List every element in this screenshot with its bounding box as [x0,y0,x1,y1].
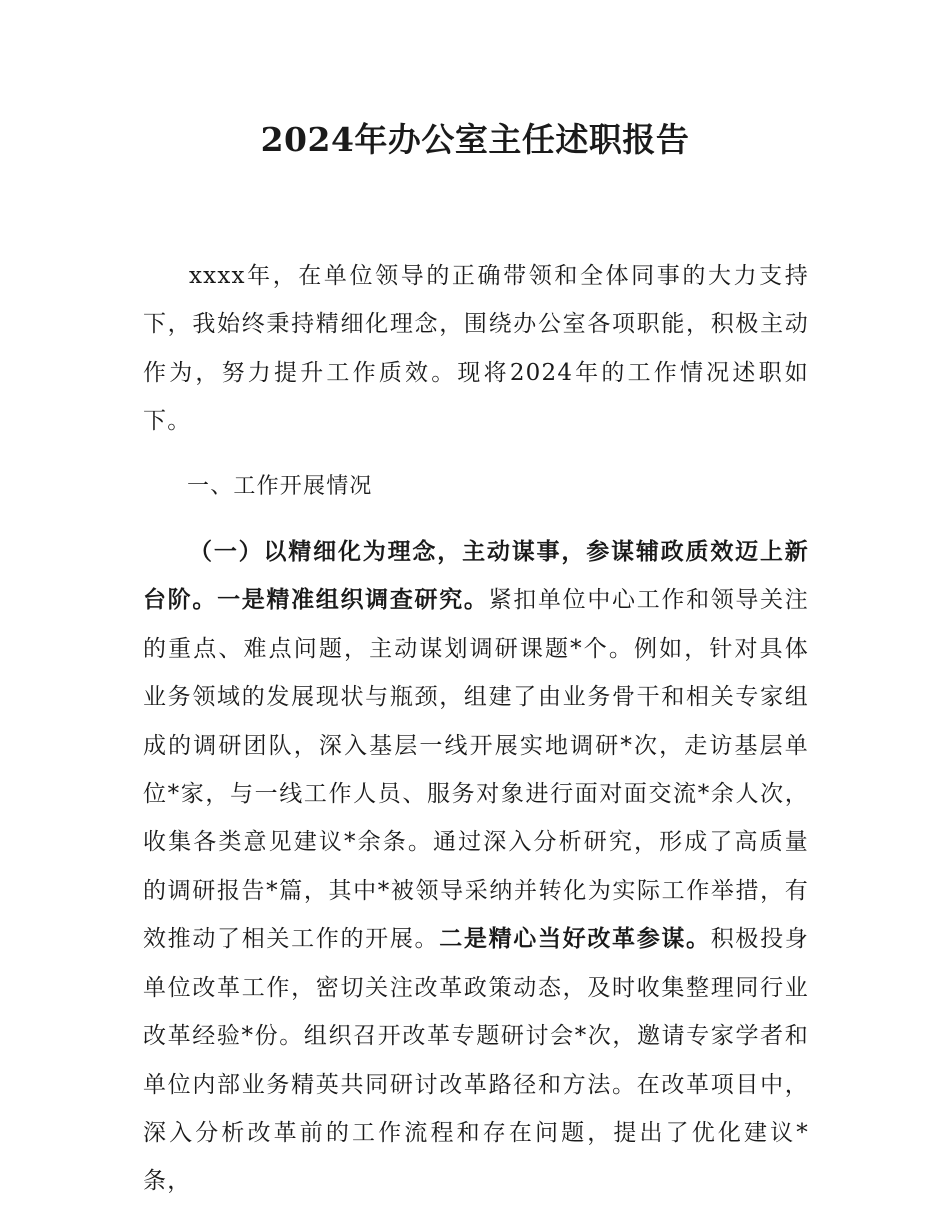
subsection-title: （一）以精细化为理念，主动谋事，参谋辅政质效迈上新台阶。 [143,539,809,614]
point-2-text: 积极投身单位改革工作，密切关注改革政策动态，及时收集整理同行业改革经验*份。组织召开改革专题研讨会*次，邀请专家学者和单位内部业务精英共同研讨改革路径和方法。在改革项目中，深入分析改革前的工作流程和存在问题，提出了优化建议*条， [143,926,810,1195]
document-body [143,252,809,1206]
point-1-text: 紧扣单位中心工作和领导关注的重点、难点问题，主动谋划调研课题*个。例如，针对具体业务领域的发展现状与瓶颈，组建了由业务骨干和相关专家组成的调研团队，深入基层一线开展实地调研*次，走访基层单位*家，与一线工作人员、服务对象进行面对面交流*余人次，收集各类意见建议*余条。通过深入分析研究，形成了高质量的调研报告*篇，其中*被领导采纳并转化为实际工作举措，有效推动了相关工作的开展。 [143,587,809,953]
document-title: 2024年办公室主任述职报告 [260,120,690,159]
section-heading: 一、工作开展情况 [187,473,373,499]
point-2-title: 二是精心当好改革参谋。 [439,926,711,953]
intro-paragraph: xxxx年，在单位领导的正确带领和全体同事的大力支持下，我始终秉持精细化理念，围绕办公室各项职能，积极主动作为，努力提升工作质效。现将2024年的工作情况述职如下。 [143,263,809,435]
section-paragraph [143,528,809,1206]
point-1-title: 一是精准组织调查研究。 [217,587,489,614]
